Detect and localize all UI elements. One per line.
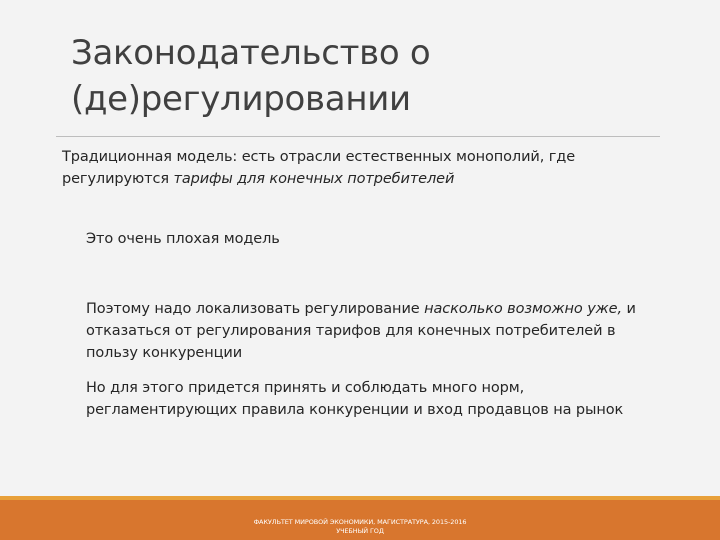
slide-title-line-1: Законодательство о bbox=[71, 33, 431, 73]
paragraph-bad-model: Это очень плохая модель bbox=[86, 231, 280, 247]
paragraph-traditional-model bbox=[62, 146, 682, 190]
title-divider bbox=[56, 136, 660, 137]
paragraph-3-tail: и отказаться от регулирования тарифов для конечных потребителей в пользу конкуренции bbox=[86, 301, 636, 361]
footer-line-1: ФАКУЛЬТЕТ МИРОВОЙ ЭКОНОМИКИ, МАГИСТРАТУРА, 2015-2016 bbox=[253, 518, 467, 526]
footer-text bbox=[200, 518, 520, 536]
paragraph-3-italic: насколько возможно уже, bbox=[424, 301, 622, 317]
paragraph-3-text: Поэтому надо локализовать регулирование bbox=[86, 301, 425, 317]
slide-title-line-2: (де)регулировании bbox=[71, 79, 411, 119]
paragraph-1-italic: тарифы для конечных потребителей bbox=[173, 171, 455, 187]
paragraph-localize-regulation bbox=[86, 298, 666, 364]
paragraph-1-text: Традиционная модель: есть отрасли естественных монополий, где регулируются bbox=[62, 149, 576, 187]
footer-bar bbox=[0, 496, 720, 540]
slide-title bbox=[71, 30, 671, 122]
paragraph-competition-norms: Но для этого придется принять и соблюдать много норм, регламентирующих правила конкуренции и вход продавцов на рынок bbox=[86, 380, 624, 418]
footer-line-2: УЧЕБНЫЙ ГОД bbox=[336, 527, 384, 535]
